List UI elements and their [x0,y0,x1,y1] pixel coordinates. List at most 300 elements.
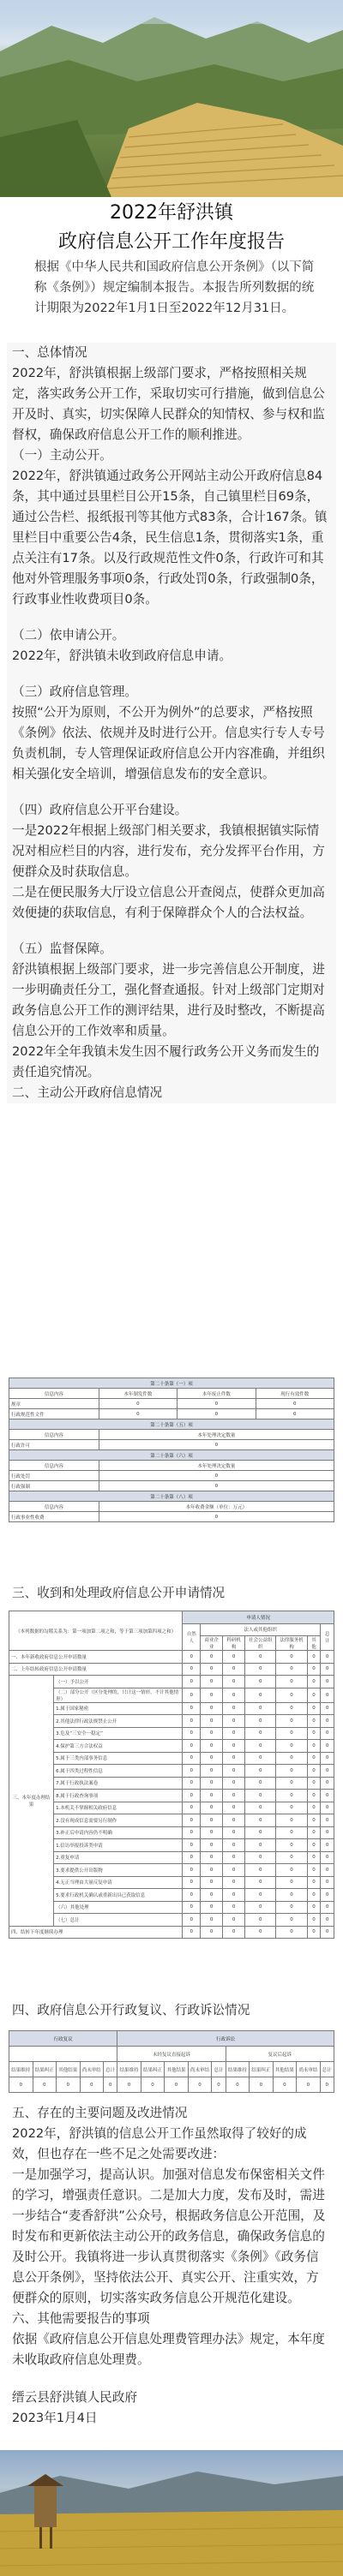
table-row: 第二十条第（六）项 [9,1450,334,1461]
table-row-label: 二、上年结转政府信息公开申请数量 [9,1663,183,1676]
report-body [7,343,336,1103]
table-cell: 0 [276,1688,307,1702]
table-cell: 0 [276,1765,307,1778]
table-cell: 0 [183,1777,201,1790]
table-cell: 0 [245,1802,276,1814]
table-cell: 0 [245,1651,276,1664]
table-cell: 0 [201,1663,223,1676]
table-row-label: （六）其他处理 [54,1901,183,1914]
table-cell: 0 [307,1839,321,1852]
title-line-1: 2022年舒洪镇 [110,202,233,224]
table-cell: 0 [245,1839,276,1852]
table-cell: 行政许可 [9,1440,99,1450]
table-cell: 0 [201,1814,223,1827]
table-cell: 0 [99,1440,334,1450]
table-cell: 0 [321,1765,334,1778]
table-cell: 0 [307,1765,321,1778]
table-cell: 0 [307,1926,321,1939]
table-cell: 0 [307,1651,321,1664]
section-1-sub-1: （一）主动公开。 [12,448,112,463]
table-row [9,1826,334,1839]
table-cell: 0 [307,1864,321,1877]
table-cell: 0 [321,1715,334,1728]
table-cell: 0 [183,1727,201,1740]
section-1-para-5: 一是2022年根据上级部门相关要求，我镇根据镇实际情况对相应栏目的内容，进行发布，充分发挥平台作用，方便群众及时获取信息。 [12,823,325,879]
section-1-para-3: 2022年，舒洪镇未收到政府信息申请。 [12,648,232,663]
table-cell: 0 [276,1876,307,1889]
table-cell: 0 [201,1839,223,1852]
table-cell: 0 [183,1864,201,1877]
table-row-label: 7.属于行政执法案卷 [54,1777,183,1790]
table-cell: 0 [276,1926,307,1939]
table-cell: 0 [99,1471,334,1481]
table-cell: 0 [178,1409,256,1419]
table-row [9,1889,334,1902]
table-cell: 0 [321,1676,334,1688]
table-cell: 0 [276,1901,307,1914]
report-title [0,199,343,257]
table-cell: 0 [245,1926,276,1939]
table-header: 行政复议 [9,2031,117,2047]
table-row [9,1901,334,1914]
table-header: 本年处理决定数量 [99,1461,334,1471]
table-cell: 0 [201,1914,223,1927]
table-cell: 0 [33,2077,57,2093]
section-1-para-6: 二是在便民服务大厅设立信息公开查阅点，使群众更加高效便捷的获取信息，有利于保障群众个人的合法权益。 [12,885,325,920]
table-header: 申请人情况 [183,1611,334,1624]
table-cell: 0 [183,1790,201,1802]
table-row-label: 3.危及“三安全一稳定” [54,1727,183,1740]
table-cell: 0 [165,2077,189,2093]
table-cell: 0 [201,1715,223,1728]
table-cell: 0 [276,1702,307,1715]
table-cell: 0 [223,1826,245,1839]
table-cell: 0 [183,1740,201,1753]
table-cell: 0 [201,1851,223,1864]
table-row-label: 1.信访举报投诉类申请 [54,1839,183,1852]
table-header: 总计 [212,2062,226,2077]
table-row [9,1839,334,1852]
section-1-sub-4: （四）政府信息公开平台建设。 [12,803,188,817]
table-header: 信息内容 [9,1502,99,1512]
table-cell: 0 [201,1802,223,1814]
table-header: 其他结果 [165,2062,189,2077]
table-cell: 0 [276,1889,307,1902]
table-cell: 0 [307,1727,321,1740]
table-cell: 0 [321,1790,334,1802]
table-cell: 0 [245,1727,276,1740]
table-cell: 0 [226,2077,250,2093]
table-cell: 0 [183,1663,201,1676]
table-row [9,1914,334,1927]
table-cell: 0 [321,1663,334,1676]
table-row-label: （七）总计 [54,1914,183,1927]
section-3-title: 三、收到和处理政府信息公开申请情况 [12,1586,226,1600]
table-row [9,1864,334,1877]
section-1-para-8: 2022年全年我镇未发生因不履行政务公开义务而发生的责任追究情况。 [12,1044,320,1079]
table-row [9,1926,334,1939]
table-row-label: （二）部分公开（区分处理的，只计这一情形，不计其他情形） [54,1688,183,1702]
table-cell: 0 [57,2077,81,2093]
table-cell: 0 [183,1876,201,1889]
table-cell: 0 [307,1688,321,1702]
section-1-para-1: 2022年，舒洪镇根据上级部门要求，严格按照相关规定，落实政务公开工作，采取切实可行措施，做到信息公开及时、真实，切实保障人民群众的知情权、参与权和监督权，确保政府信息公开工作的顺利推进。 [12,366,325,442]
table-row [9,1777,334,1790]
table-row-label: 2.没有现成信息需要另行制作 [54,1814,183,1827]
table-cell: 0 [321,1727,334,1740]
table-cell: 0 [245,1826,276,1839]
table-row [9,1765,334,1778]
table-cell: 0 [321,1876,334,1889]
table-header: 信息内容 [9,1461,99,1471]
table-cell: 0 [276,1851,307,1864]
table-cell: 0 [9,2077,33,2093]
table-cell: 0 [201,1688,223,1702]
table-cell: 0 [245,1901,276,1914]
review-litigation-table [9,2030,334,2093]
table-header: 总计 [104,2062,117,2077]
table-cell: 0 [245,1702,276,1715]
section-1-sub-2: （二）依申请公开。 [12,628,125,643]
table-cell: 0 [276,1777,307,1790]
footer-landscape-image [0,2450,343,2576]
table-cell: 0 [245,1663,276,1676]
table-cell: 0 [276,1663,307,1676]
table-cell: 0 [117,2077,141,2093]
section-5-para-1: 2022年，舒洪镇的信息公开工作虽然取得了较好的成效，但也存在一些不足之处需要改进： [12,2126,307,2161]
table-cell: 0 [183,1676,201,1688]
table-header: 信息内容 [9,1389,99,1399]
table-cell: 0 [183,1826,201,1839]
table-cell: 0 [178,1399,256,1409]
table-header: 科研机构 [223,1636,245,1651]
table-cell: 行政事业性收费 [9,1512,99,1522]
table-cell: 0 [321,1752,334,1765]
table-cell: 0 [307,1802,321,1814]
table-cell: 0 [320,2077,334,2093]
table-cell: 0 [307,1790,321,1802]
section-1-title: 一、总体情况 [12,345,87,360]
table-cell: 0 [223,1790,245,1802]
table-cell: 0 [223,1926,245,1939]
section-1-para-2: 2022年，舒洪镇通过政务公开网站主动公开政府信息84条，其中通过县里栏目公开15条，自己镇里栏目69条，通过公告栏、报纸报刊等其他方式83条，合计167条。镇里栏目中重要公告4条，民生信息1条，贯彻落实1条，重点关注有17条。以及行政规范性文件0条，行政许可和其他对外管理服务事项0条，行政处罚0条，行政强制0条，行政事业性收费项目0条。 [12,469,328,607]
table-cell: 0 [99,1409,177,1419]
table-header: 总计 [320,2062,334,2077]
section-2-title: 二、主动公开政府信息情况 [12,1085,163,1100]
table-cell: 0 [183,1752,201,1765]
table-cell: 0 [223,1727,245,1740]
table-cell: 0 [276,1839,307,1852]
table-cell: 0 [307,1663,321,1676]
table-cell: 0 [245,1752,276,1765]
table-cell: 0 [201,1889,223,1902]
table-cell: 0 [183,1914,201,1927]
table-header: 法人或其他组织 [201,1623,321,1636]
table-row [9,1676,334,1688]
title-line-2: 政府信息公开工作年度报告 [57,231,285,253]
table-cell: 行政规范性文件 [9,1409,99,1419]
table-row-label: 2.重复申请 [54,1851,183,1864]
section-6-title: 六、其他需要报告的事项 [12,2311,150,2326]
table-row-label: 一、本年新收政府信息公开申请数量 [9,1651,183,1664]
table-cell: 0 [276,1814,307,1827]
table-cell: 行政强制 [9,1481,99,1491]
table-cell: 0 [321,1814,334,1827]
table-header: 结果纠正 [33,2062,57,2077]
table-row [9,1876,334,1889]
section-6-para-1: 依据《政府信息公开信息处理费管理办法》规定，本年度未收取政府信息处理费。 [12,2332,325,2367]
table-row [9,1790,334,1802]
table-cell: 0 [183,1814,201,1827]
table-row-label: 3.补正后申请内容仍不明确 [54,1826,183,1839]
table-header: 自然人 [183,1623,201,1651]
hero-landscape-image [0,0,343,197]
table-cell: 0 [245,1715,276,1728]
section-1-sub-5: （五）监督保障。 [12,941,112,956]
table-row-label: 4.无正当理由大量反复申请 [54,1876,183,1889]
table-cell: 0 [201,1765,223,1778]
table-cell: 0 [273,2077,297,2093]
table-cell: 0 [201,1651,223,1664]
table-cell: 0 [201,1826,223,1839]
table-header: （本列数据的勾稽关系为：第一项加第二项之和，等于第三项加第四项之和） [9,1611,183,1651]
table-cell: 0 [245,1914,276,1927]
table-cell: 0 [212,2077,226,2093]
table-cell: 0 [276,1715,307,1728]
table-cell: 0 [276,1826,307,1839]
table-cell: 0 [321,1777,334,1790]
table-row-label: 3.要求提供公开出版物 [54,1864,183,1877]
table-cell: 0 [245,1765,276,1778]
table-cell: 0 [245,1851,276,1864]
table-cell: 0 [307,1889,321,1902]
table-header: 结果维持 [117,2062,141,2077]
table-cell: 0 [307,1914,321,1927]
table-row [9,1814,334,1827]
table-cell: 0 [276,1727,307,1740]
table-cell: 0 [256,1399,334,1409]
table-cell: 0 [223,1889,245,1902]
table-cell: 0 [276,1790,307,1802]
table-cell: 0 [245,1688,276,1702]
table-cell: 0 [223,1802,245,1814]
table-row: 第二十条第（八）项 [9,1491,334,1502]
table-cell: 0 [245,1790,276,1802]
table-row-label: 5.属于三类内部事务信息 [54,1752,183,1765]
table-cell: 0 [321,1740,334,1753]
table-header: 尚未审结 [297,2062,321,2077]
table-cell: 0 [80,2077,104,2093]
table-group-label: 三、本年度办理结果 [9,1676,54,1927]
table-cell: 0 [250,2077,274,2093]
table-cell: 0 [223,1851,245,1864]
table-header: 本年处理决定数量 [99,1430,334,1440]
table-cell: 0 [183,1702,201,1715]
table-cell: 0 [321,1926,334,1939]
table-cell: 0 [276,1651,307,1664]
table-row-label: 2.其他法律行政法规禁止公开 [54,1715,183,1728]
table-cell: 0 [321,1839,334,1852]
table-cell: 0 [297,2077,321,2093]
table-cell: 0 [321,1889,334,1902]
table-cell: 0 [99,1481,334,1491]
table-cell: 0 [183,1839,201,1852]
table-row: 第二十条第（一）项 [9,1378,334,1389]
table-cell: 0 [183,1651,201,1664]
table-cell: 0 [245,1740,276,1753]
table-row-label: 1.属于国家秘密 [54,1702,183,1715]
table-cell: 0 [201,1864,223,1877]
table-header: 未经复议直接起诉 [117,2047,226,2062]
table-header: 信息内容 [9,1430,99,1440]
table-cell: 0 [223,1688,245,1702]
table-cell: 0 [321,1688,334,1702]
table-row [9,1851,334,1864]
table-cell: 0 [201,1752,223,1765]
table-cell: 0 [321,1826,334,1839]
table-cell: 0 [223,1651,245,1664]
table-row [9,1651,334,1664]
table-cell: 0 [307,1826,321,1839]
table-cell: 0 [183,1851,201,1864]
table-cell: 0 [307,1740,321,1753]
table-cell: 0 [321,1651,334,1664]
table-cell: 0 [256,1409,334,1419]
table-cell: 0 [321,1702,334,1715]
table-cell: 0 [307,1676,321,1688]
section-5-title: 五、存在的主要问题及改进情况 [12,2106,188,2120]
table-cell: 0 [104,2077,117,2093]
section-5-para-2: 一是加强学习，提高认识。加强对信息发布保密相关文件的学习，增强责任意识。二是加大力度，发布及时，需进一步结合“麦香舒洪”公众号，根据政务信息公开范围，及时发布和更新依法主动公开的政务信息，确保政务信息的及时公开。我镇将进一步认真贯彻落实《条例》《政务信息公开条例》，坚持依法公开、真实公开、注重实效，方便群众的原则，切实落实政务信息公开规范化建设。 [12,2167,326,2305]
table-cell: 0 [321,1802,334,1814]
table-cell: 0 [307,1777,321,1790]
table-row [9,1727,334,1740]
table-cell: 0 [276,1914,307,1927]
table-header: 其他结果 [57,2062,81,2077]
table-row-label: 四、结转下年度继续办理 [9,1926,183,1939]
table-cell: 规章 [9,1399,99,1409]
table-cell: 0 [223,1702,245,1715]
table-cell: 0 [201,1790,223,1802]
table-row [9,1702,334,1715]
table-row: 第二十条第（五）项 [9,1419,334,1430]
table-cell: 0 [307,1851,321,1864]
table-header: 行政诉讼 [117,2031,334,2047]
table-cell: 0 [307,1715,321,1728]
table-header: 社会公益组织 [245,1636,276,1651]
table-cell: 0 [201,1777,223,1790]
table-cell: 0 [223,1814,245,1827]
table-header: 结果纠正 [250,2062,274,2077]
section-1-para-7: 舒洪镇根据上级部门要求，进一步完善信息公开制度，进一步明确责任分工，强化督查通报。针对上级部门定期对政务信息公开工作的测评结果，进行及时整改，不断提高信息公开的工作效率和质量。 [12,962,325,1038]
table-cell: 0 [307,1814,321,1827]
table-cell: 0 [321,1901,334,1914]
table-row-label: 8.属于行政查询事项 [54,1790,183,1802]
section-1-para-4: 按照“公开为原则，不公开为例外”的总要求，严格按照《条例》依法、依规并及时进行公开。信息实行专人专号负责机制，专人管理保证政府信息公开内容准确，并组织相关强化安全培训，增强信息发布的安全意识。 [12,705,325,781]
table-cell: 0 [307,1901,321,1914]
table-cell: 0 [201,1676,223,1688]
table-header: 现行有效件数 [256,1389,334,1399]
table-header: 复议后起诉 [226,2047,334,2062]
table-row-label: 5.要求行政机关确认或重新出具已获取信息 [54,1889,183,1902]
table-cell: 行政处罚 [9,1471,99,1481]
table-header: 尚未审结 [80,2062,104,2077]
table-header: 商业企业 [201,1636,223,1651]
table-cell: 0 [201,1876,223,1889]
table-header: 法律服务机构 [276,1636,307,1651]
table-cell: 0 [223,1740,245,1753]
table-cell: 0 [245,1676,276,1688]
intro-paragraph: 根据《中华人民共和国政府信息公开条例》（以下简称《条例》）规定编制本报告。本报告所列数据的统计期限为2022年1月1日至2022年12月31日。 [34,260,315,315]
table-cell: 0 [276,1740,307,1753]
table-header: 其他结果 [273,2062,297,2077]
table-cell: 0 [223,1839,245,1852]
table-cell: 0 [276,1802,307,1814]
table-row [9,1663,334,1676]
table-cell: 0 [183,1926,201,1939]
proactive-disclosure-table [9,1378,334,1522]
table-row [9,1802,334,1814]
table-row-label: 4.保护第三方合法权益 [54,1740,183,1753]
table-cell: 0 [307,1702,321,1715]
section-1-sub-3: （三）政府信息管理。 [12,684,137,699]
table-cell: 0 [276,1752,307,1765]
table-cell: 0 [201,1926,223,1939]
table-cell: 0 [245,1864,276,1877]
table-header: 结果维持 [9,2062,33,2077]
table-cell: 0 [201,1901,223,1914]
table-cell: 0 [276,1676,307,1688]
table-cell: 0 [223,1715,245,1728]
table-header: 本年收费金额（单位：万元） [99,1502,334,1512]
table-cell: 0 [183,1765,201,1778]
table-cell: 0 [276,1864,307,1877]
table-cell: 0 [223,1676,245,1688]
table-row-label: 6.属于四类过程性信息 [54,1765,183,1778]
table-cell: 0 [141,2077,165,2093]
table-header: 本年废止件数 [178,1389,256,1399]
table-row [9,1752,334,1765]
application-handling-table [9,1611,334,1939]
table-cell: 0 [321,1864,334,1877]
table-cell: 0 [223,1765,245,1778]
table-cell: 0 [223,1876,245,1889]
table-cell: 0 [223,1777,245,1790]
table-header: 结果纠正 [141,2062,165,2077]
table-cell: 0 [99,1512,334,1522]
table-cell: 0 [223,1663,245,1676]
table-cell: 0 [183,1901,201,1914]
table-header: 结果维持 [226,2062,250,2077]
table-cell: 0 [183,1715,201,1728]
table-row [9,1715,334,1728]
table-cell: 0 [201,1740,223,1753]
table-row-label: 1.本机关不掌握相关政府信息 [54,1802,183,1814]
table-cell: 0 [223,1901,245,1914]
table-row [9,1740,334,1753]
table-cell: 0 [183,1802,201,1814]
table-cell: 0 [188,2077,212,2093]
table-cell: 0 [183,1688,201,1702]
table-cell: 0 [223,1864,245,1877]
table-cell: 0 [321,1851,334,1864]
table-cell: 0 [307,1752,321,1765]
signature-org: 缙云县舒洪镇人民政府 [12,2390,137,2405]
table-cell: 0 [307,1876,321,1889]
closing-sections [7,2103,336,2429]
table-cell: 0 [223,1752,245,1765]
table-cell: 0 [201,1727,223,1740]
